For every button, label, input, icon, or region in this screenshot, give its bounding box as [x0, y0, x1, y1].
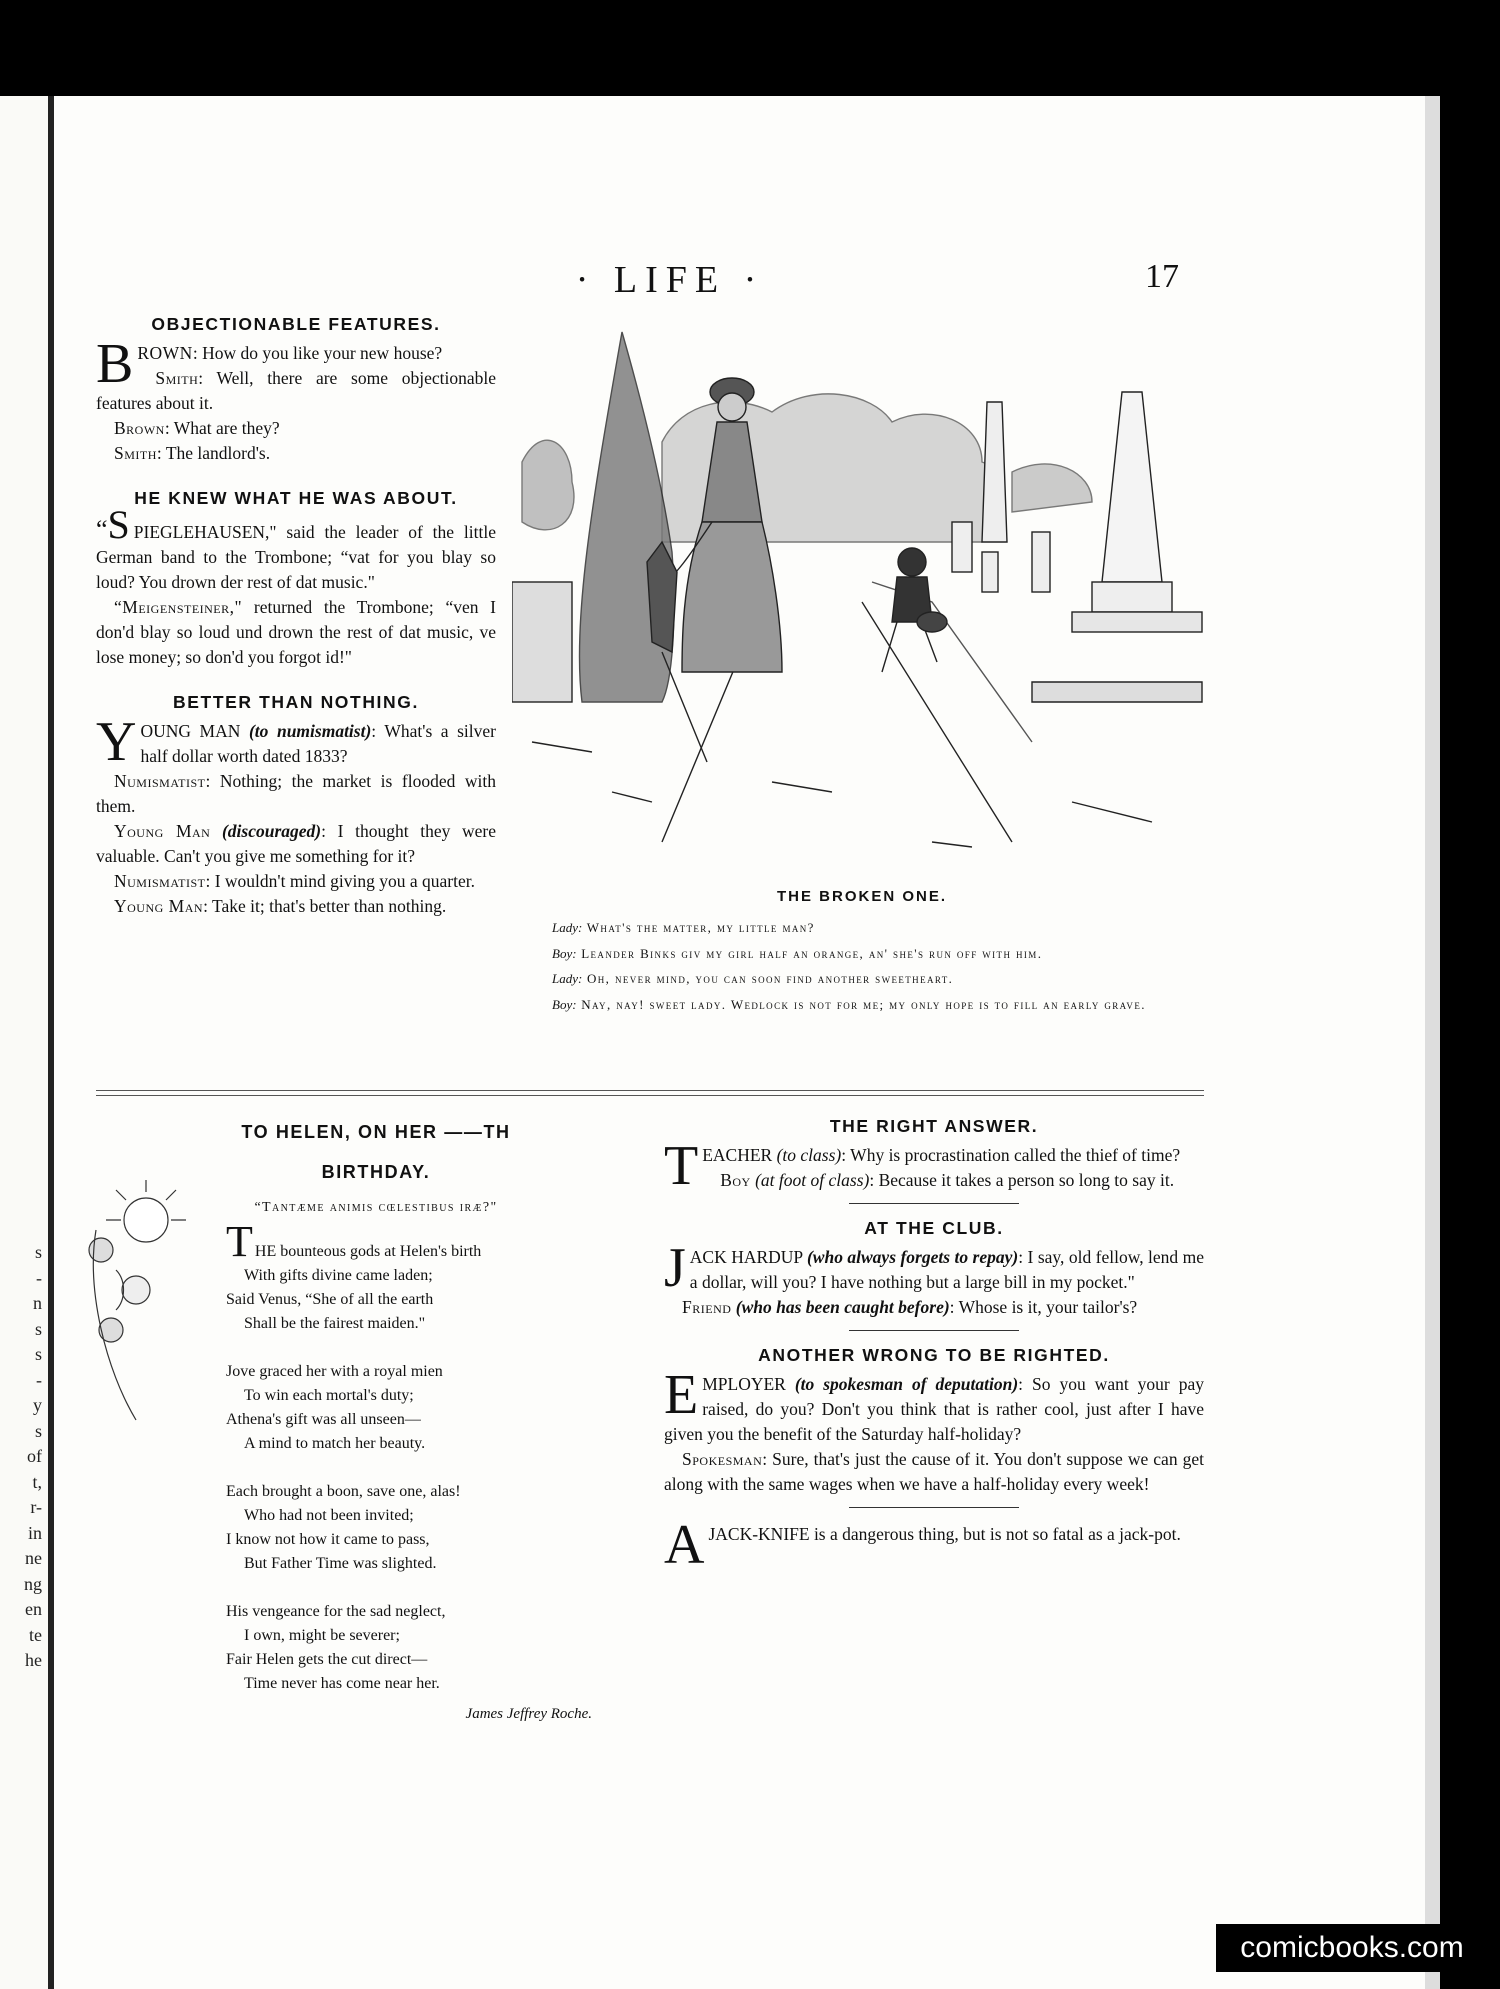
- masthead-title: · LIFE ·: [575, 259, 765, 301]
- facing-page-fragment: te: [29, 1624, 42, 1645]
- speaker: Lady:: [552, 920, 583, 935]
- paragraph: [96, 502, 496, 595]
- stanza: [226, 1217, 596, 1336]
- poem-title-line2: BIRTHDAY.: [321, 1162, 431, 1182]
- speaker: “Meigensteiner,": [114, 597, 243, 617]
- drop-cap: A: [664, 1514, 705, 1576]
- scan-border-top: [0, 0, 1500, 110]
- paragraph: [96, 441, 496, 466]
- dialogue: : Well, there are some objectionable features about it.: [96, 368, 496, 413]
- article-heading-objectionable: OBJECTIONABLE FEATURES.: [151, 314, 441, 334]
- speaker: Spokesman: [682, 1449, 763, 1469]
- article-heading-wrong: ANOTHER WRONG TO BE RIGHTED.: [758, 1345, 1110, 1365]
- article-heading-club: AT THE CLUB.: [864, 1218, 1004, 1238]
- facing-page-fragment: of: [27, 1446, 42, 1466]
- paragraph: [96, 366, 496, 416]
- poem-line: Fair Helen gets the cut direct—: [226, 1651, 428, 1668]
- short-divider: [849, 1507, 1019, 1508]
- dialogue: : Why is procrastination called the thief of time?: [841, 1145, 1181, 1165]
- caption-line: [522, 941, 1202, 967]
- speaker: Boy:: [552, 996, 577, 1012]
- stage-direction: (who has been caught before): [735, 1297, 950, 1317]
- facing-page-fragment: ne: [25, 1548, 42, 1568]
- paragraph: [664, 1364, 1204, 1447]
- article-heading-better: BETTER THAN NOTHING.: [173, 692, 419, 712]
- illustration-caption: [522, 888, 1202, 1017]
- speaker: OUNG MAN: [140, 721, 241, 741]
- short-divider: [849, 1203, 1019, 1204]
- paragraph: [96, 711, 497, 773]
- dialogue: : Because it takes a person so long to say it.: [869, 1170, 1175, 1190]
- poem-line: [226, 1217, 596, 1266]
- facing-page-fragment: s: [34, 1318, 42, 1339]
- caption-line: [522, 915, 1202, 941]
- paragraph: [96, 769, 496, 819]
- paragraph: [96, 894, 496, 919]
- paragraph: [664, 1447, 1204, 1497]
- facing-page-fragment: -: [36, 1369, 42, 1390]
- dialogue: : I wouldn't mind giving you a quarter.: [205, 871, 475, 891]
- speaker: EACHER: [702, 1145, 773, 1165]
- drop-cap: T: [226, 1217, 253, 1266]
- verse: HE bounteous gods at Helen's birth: [254, 1243, 482, 1260]
- facing-page-fragment: he: [25, 1650, 42, 1670]
- facing-page-fragment: in: [27, 1522, 42, 1543]
- page-shadow: [1425, 96, 1440, 1989]
- poem-line: Shall be the fairest maiden.": [244, 1315, 426, 1332]
- speaker: Brown: [114, 418, 165, 438]
- paragraph: [96, 416, 496, 441]
- speaker: Friend: [682, 1297, 732, 1317]
- stanza: [226, 1480, 596, 1576]
- poem-line: To win each mortal's duty;: [244, 1387, 414, 1404]
- dialogue: : I say, old fellow, lend me a dollar, will you? I have nothing but a large bill in my pocket.": [689, 1247, 1205, 1292]
- short-divider: [849, 1330, 1019, 1331]
- dialogue: returned the Trombone; “ven I don'd blay so loud und drown the rest of dat music, ve lose money; so don'd you forgot id!": [96, 597, 496, 667]
- dialogue: : What are they?: [164, 418, 280, 438]
- stage-direction: (to spokesman of deputation): [794, 1374, 1019, 1394]
- poem-line: Jove graced her with a royal mien: [226, 1363, 443, 1380]
- paragraph: [664, 1514, 1204, 1576]
- poem-line: Who had not been invited;: [244, 1507, 414, 1524]
- paragraph: [96, 869, 496, 894]
- section-divider: [96, 1090, 1204, 1096]
- facing-page-edge: [0, 96, 48, 1989]
- page-number: 17: [1145, 258, 1179, 295]
- speaker: Numismatist: [114, 771, 206, 791]
- facing-page-fragment: s: [34, 1242, 42, 1262]
- speaker: Boy: [720, 1170, 751, 1190]
- dialogue: What's the matter, my little man?: [582, 920, 815, 935]
- dialogue: Nay, nay! sweet lady. Wedlock is not for me; my only hope is to fill an early grave.: [576, 996, 1146, 1012]
- drop-cap: J: [664, 1237, 686, 1299]
- drop-cap: S: [107, 502, 130, 547]
- stage-direction: (at foot of class): [755, 1170, 870, 1190]
- stage-direction: (who always forgets to repay): [806, 1247, 1019, 1267]
- dialogue: Oh, never mind, you can soon find another sweetheart.: [582, 971, 954, 986]
- paragraph: [664, 1295, 1204, 1320]
- facing-page-fragment: -: [36, 1267, 42, 1288]
- poem-signature: James Jeffrey Roche.: [465, 1706, 592, 1722]
- facing-page-fragment: en: [25, 1599, 42, 1619]
- facing-page-fragment: n: [33, 1293, 42, 1313]
- poem-line: Said Venus, “She of all the earth: [226, 1291, 434, 1308]
- dialogue: : Take it; that's better than nothing.: [203, 896, 447, 916]
- poem-title: TO HELEN, ON HER ——TH: [241, 1122, 511, 1142]
- speaker: Boy:: [552, 945, 577, 961]
- caption-line: [522, 966, 1202, 992]
- stage-direction: (discouraged): [221, 821, 322, 841]
- article-heading-knew: HE KNEW WHAT HE WAS ABOUT.: [134, 488, 458, 508]
- speaker: Young Man: [114, 821, 211, 841]
- poem-line: Each brought a boon, save one, alas!: [226, 1483, 461, 1500]
- poem-line: His vengeance for the sad neglect,: [226, 1603, 446, 1620]
- dialogue: : Whose is it, your tailor's?: [949, 1297, 1138, 1317]
- speaker: PIEGLEHAUSEN,": [133, 522, 277, 542]
- poem-line: I own, might be severer;: [244, 1627, 400, 1644]
- facing-page-fragments: [2, 1240, 42, 1674]
- right-column: [664, 1112, 1205, 1576]
- paragraph: [96, 595, 496, 670]
- dialogue: : Nothing; the market is flooded with them.: [96, 771, 496, 816]
- drop-cap: B: [96, 333, 134, 395]
- site-watermark: comicbooks.com: [1216, 1924, 1488, 1972]
- paragraph: [664, 1237, 1205, 1299]
- caption-title: THE BROKEN ONE.: [776, 888, 947, 905]
- article-heading-right-answer: THE RIGHT ANSWER.: [829, 1116, 1039, 1136]
- dialogue: said the leader of the little German band to the Trombone; “vat for you blay so loud? You drown der rest of dat music.": [96, 522, 496, 592]
- left-column: [96, 310, 496, 919]
- facing-page-fragment: ng: [24, 1573, 42, 1594]
- paragraph: [96, 819, 496, 869]
- caption-line: [522, 992, 1202, 1018]
- cemetery-illustration: [512, 322, 1212, 862]
- speaker: Numismatist: [114, 871, 206, 891]
- paragraph: [664, 1168, 1204, 1193]
- drop-cap: T: [664, 1135, 699, 1197]
- dialogue: : How do you like your new house?: [192, 343, 443, 363]
- facing-page-fragment: s: [34, 1344, 42, 1364]
- poem-line: Time never has come near her.: [244, 1675, 440, 1692]
- facing-page-fragment: t,: [32, 1471, 42, 1492]
- facing-page-fragment: y: [33, 1395, 42, 1415]
- poem-line: I know not how it came to pass,: [226, 1531, 430, 1548]
- poem-line: With gifts divine came laden;: [244, 1267, 433, 1284]
- poem-epigraph: “Tantæme animis cœlestibus iræ?": [254, 1200, 498, 1215]
- dialogue: : The landlord's.: [156, 443, 271, 463]
- drop-cap: E: [664, 1364, 699, 1426]
- stage-direction: (to class): [776, 1145, 842, 1165]
- epigram: JACK-KNIFE is a dangerous thing, but is not so fatal as a jack-pot.: [708, 1524, 1181, 1544]
- speaker: Smith: [114, 443, 157, 463]
- poem-column: [96, 1112, 596, 1723]
- speaker: ACK HARDUP: [689, 1247, 803, 1267]
- stanza: [226, 1600, 596, 1696]
- speaker: Lady:: [552, 971, 583, 986]
- poem-line: But Father Time was slighted.: [244, 1555, 437, 1572]
- dialogue: : What's a silver half dollar worth dated 1833?: [140, 721, 497, 766]
- drop-cap: Y: [96, 711, 137, 773]
- facing-page-fragment: s: [34, 1420, 42, 1441]
- speaker: Young Man: [114, 896, 204, 916]
- dialogue: Leander Binks giv my girl half an orange, an' she's run off with him.: [576, 945, 1043, 961]
- dialogue: : I thought they were valuable. Can't you give me something for it?: [96, 821, 496, 866]
- poem-line: A mind to match her beauty.: [244, 1435, 426, 1452]
- facing-page-fragment: r-: [30, 1497, 42, 1517]
- stanza: [226, 1360, 596, 1456]
- dialogue: : Sure, that's just the cause of it. You don't suppose we can get along with the same wages when we have a half-holiday every week!: [664, 1449, 1204, 1494]
- poem-line: Athena's gift was all unseen—: [226, 1411, 421, 1428]
- dialogue: : So you want your pay raised, do you? Don't you think that is rather cool, just after I have given you the benefit of the Saturday half-holiday?: [664, 1374, 1204, 1444]
- open-quote: “: [96, 515, 108, 544]
- speaker: Smith: [155, 368, 199, 388]
- poem-body: [226, 1217, 596, 1696]
- speaker: MPLOYER: [702, 1374, 786, 1394]
- speaker: ROWN: [137, 343, 193, 363]
- stage-direction: (to numismatist): [248, 721, 372, 741]
